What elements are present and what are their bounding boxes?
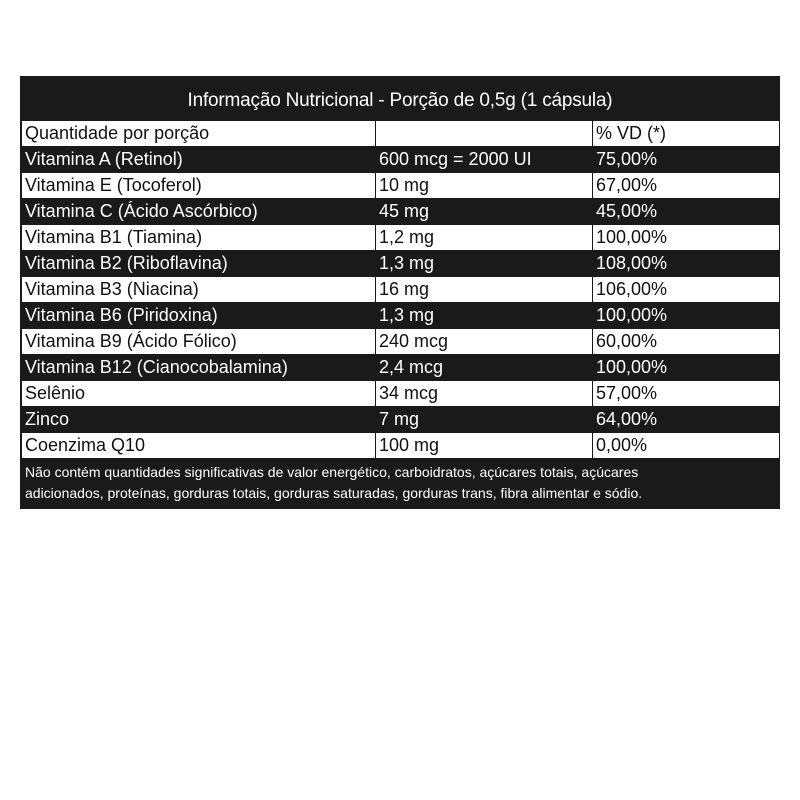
nutrient-amount: 100 mg: [376, 433, 593, 459]
nutrition-table: [21, 120, 780, 459]
header-row: [22, 121, 780, 147]
nutrient-vd: 67,00%: [593, 173, 780, 199]
nutrient-name: Vitamina A (Retinol): [22, 147, 376, 173]
nutrient-name: Coenzima Q10: [22, 433, 376, 459]
nutrient-amount: 240 mcg: [376, 329, 593, 355]
table-row: [22, 225, 780, 251]
nutrient-amount: 7 mg: [376, 407, 593, 433]
table-title: Informação Nutricional - Porção de 0,5g (1 cápsula): [187, 90, 613, 111]
footnote-line: adicionados, proteínas, gorduras totais, gorduras saturadas, gorduras trans, fibra alimentar e sódio.: [25, 485, 643, 501]
nutrient-amount: 10 mg: [376, 173, 593, 199]
nutrient-amount: 45 mg: [376, 199, 593, 225]
nutrient-vd: 64,00%: [593, 407, 780, 433]
nutrient-vd: 45,00%: [593, 199, 780, 225]
nutrient-name: Vitamina B12 (Cianocobalamina): [22, 355, 376, 381]
table-row: [22, 433, 780, 459]
nutrient-vd: 108,00%: [593, 251, 780, 277]
nutrient-name: Selênio: [22, 381, 376, 407]
nutrition-facts-panel: [20, 76, 780, 509]
nutrient-amount: 34 mcg: [376, 381, 593, 407]
nutrient-amount: 1,3 mg: [376, 303, 593, 329]
nutrient-name: Vitamina E (Tocoferol): [22, 173, 376, 199]
table-row: [22, 381, 780, 407]
table-row: [22, 303, 780, 329]
nutrient-amount: 16 mg: [376, 277, 593, 303]
header-label: Quantidade por porção: [22, 121, 376, 147]
table-row: [22, 329, 780, 355]
nutrient-amount: 1,2 mg: [376, 225, 593, 251]
nutrient-name: Vitamina B9 (Ácido Fólico): [22, 329, 376, 355]
footnote-line: Não contém quantidades significativas de valor energético, carboidratos, açúcares totais, açúcares: [25, 464, 639, 480]
footnote: [21, 459, 779, 508]
table-row: [22, 199, 780, 225]
table-row: [22, 147, 780, 173]
header-vd: % VD (*): [593, 121, 780, 147]
nutrient-name: Vitamina B2 (Riboflavina): [22, 251, 376, 277]
nutrient-amount: 2,4 mcg: [376, 355, 593, 381]
nutrient-vd: 75,00%: [593, 147, 780, 173]
nutrient-name: Vitamina B6 (Piridoxina): [22, 303, 376, 329]
nutrient-vd: 60,00%: [593, 329, 780, 355]
nutrient-name: Vitamina B3 (Niacina): [22, 277, 376, 303]
nutrient-amount: 1,3 mg: [376, 251, 593, 277]
table-row: [22, 277, 780, 303]
nutrient-vd: 100,00%: [593, 225, 780, 251]
table-row: [22, 251, 780, 277]
table-row: [22, 407, 780, 433]
nutrient-vd: 0,00%: [593, 433, 780, 459]
table-row: [22, 355, 780, 381]
nutrient-amount: 600 mcg = 2000 UI: [376, 147, 593, 173]
nutrient-vd: 100,00%: [593, 303, 780, 329]
nutrient-vd: 106,00%: [593, 277, 780, 303]
nutrient-name: Zinco: [22, 407, 376, 433]
nutrient-name: Vitamina B1 (Tiamina): [22, 225, 376, 251]
table-row: [22, 173, 780, 199]
nutrient-vd: 57,00%: [593, 381, 780, 407]
nutrient-vd: 100,00%: [593, 355, 780, 381]
header-amount: [376, 121, 593, 147]
nutrient-name: Vitamina C (Ácido Ascórbico): [22, 199, 376, 225]
